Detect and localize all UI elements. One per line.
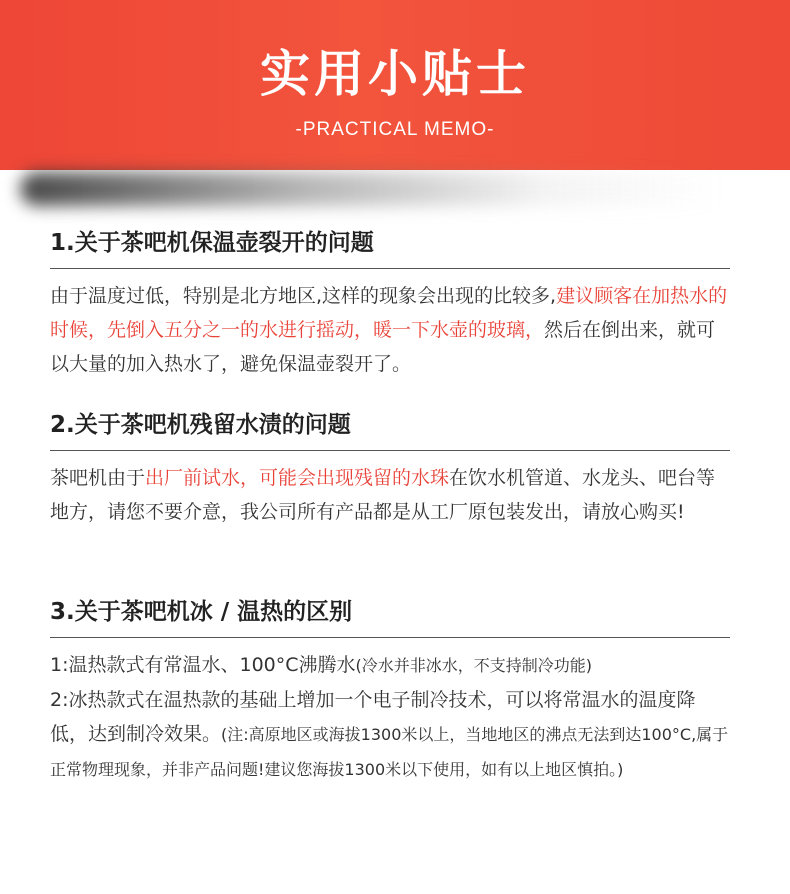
- highlight-text: 建议顾客在加热水的时候，先倒入五分之一的水进行摇动，暖一下水壶的玻璃，: [50, 285, 728, 341]
- section-body: [50, 279, 730, 381]
- body-text: 由于温度过低，特别是北方地区,这样的现象会出现的比较多,: [50, 285, 557, 307]
- body-text: 茶吧机由于: [50, 467, 146, 489]
- banner-shadow: [20, 172, 720, 206]
- section-heading: 1.关于茶吧机保温壶裂开的问题: [50, 226, 730, 269]
- section-cracked-kettle: [50, 226, 730, 381]
- banner-subtitle: -PRACTICAL MEMO-: [295, 119, 495, 140]
- banner-title: 实用小贴士: [260, 45, 530, 103]
- highlight-text: 出厂前试水，可能会出现残留的水珠: [145, 467, 450, 489]
- item-note: (冷水并非冰水，不支持制冷功能): [355, 656, 593, 675]
- section-body: [50, 648, 730, 787]
- item-warm-model: [50, 648, 730, 683]
- item-text: 2:冰热款式在温热款的基础上增加一个电子制冷技术，可以将常温水的温度降低，达到制冷效果。: [50, 689, 696, 745]
- section-heading: 2.关于茶吧机残留水渍的问题: [50, 408, 730, 451]
- body-text-end: 在饮水机管道、水龙头、吧台等地方，请您不要介意，我公司所有产品都是从工厂原包装发出，请放心购买!: [50, 467, 716, 523]
- section-residual-water: [50, 408, 730, 529]
- item-note: (注:高原地区或海拔1300米以上，当地地区的沸点无法到达100°C,属于正常物理现象，并非产品问题!建议您海拔1300米以下使用，如有以上地区慎拍。): [50, 725, 729, 779]
- section-ice-vs-warm: [50, 595, 730, 787]
- item-ice-model: [50, 689, 728, 780]
- section-body: [50, 461, 730, 529]
- header-banner: [0, 0, 790, 170]
- section-heading: 3.关于茶吧机冰 / 温热的区别: [50, 595, 730, 638]
- body-text-end: 然后在倒出来，就可以大量的加入热水了，避免保温壶裂开了。: [50, 319, 716, 375]
- item-text: 1:温热款式有常温水、100°C沸腾水: [50, 654, 356, 676]
